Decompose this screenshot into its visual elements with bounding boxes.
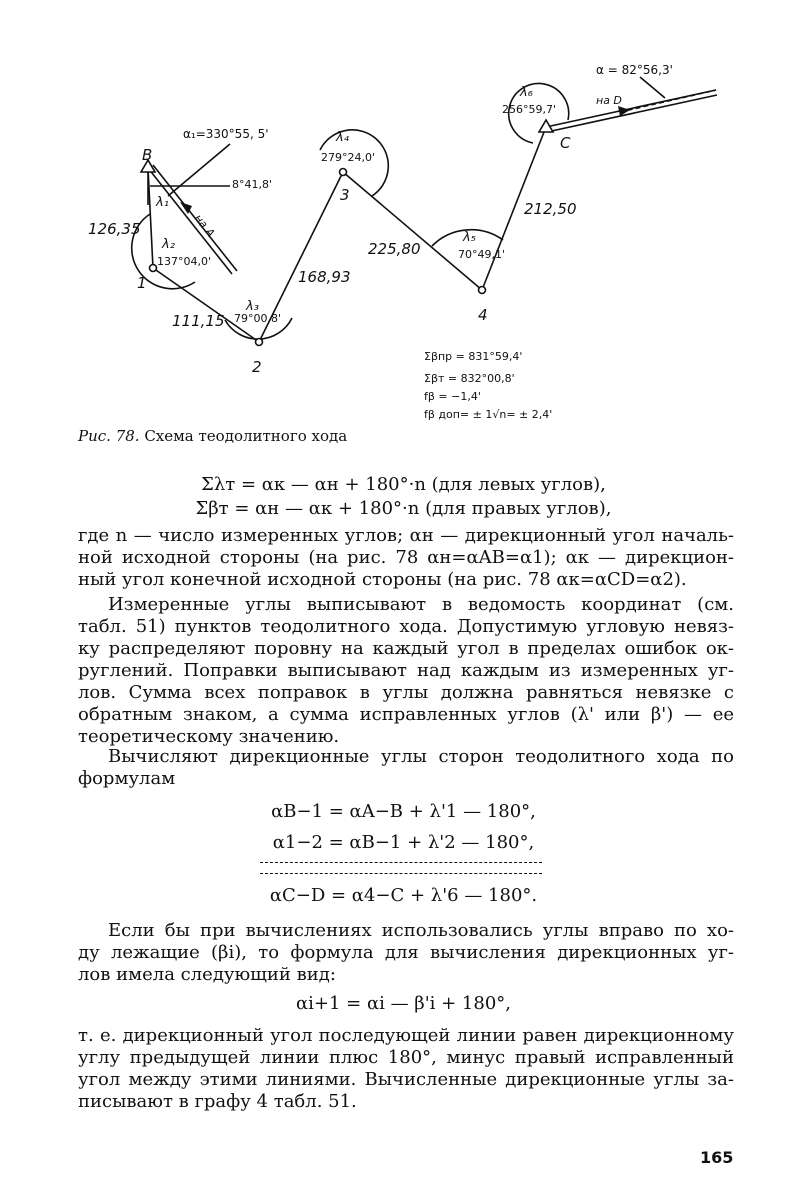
- side-label-4c: 212,50: [524, 200, 577, 218]
- angle-value-l6: 256°59,7': [502, 103, 557, 116]
- angle-label-l1: λ₁: [156, 195, 169, 210]
- text-line: Если бы при вычислениях использовались углы вправо по хо-: [108, 920, 734, 941]
- text-line: Измеренные углы выписывают в ведомость координат (см.: [108, 594, 734, 615]
- text-line: ку распределяют поровну на каждый угол в пределах ошибок ок-: [78, 638, 734, 659]
- side-label-23: 168,93: [298, 268, 351, 286]
- text-line: формулам: [78, 768, 176, 789]
- side-label-34: 225,80: [368, 240, 421, 258]
- f-beta: fβ = −1,4': [424, 390, 481, 403]
- formula-right-angles: Σβт = αн — αк + 180°·n (для правых углов),: [195, 498, 612, 519]
- text-line: лов имела следующий вид:: [78, 964, 336, 985]
- text-line: т. е. дирекционный угол последующей линии равен дирекционному: [78, 1025, 734, 1046]
- point-label-4: 4: [478, 306, 488, 324]
- point-4: [479, 287, 486, 294]
- point-label-3: 3: [340, 186, 350, 204]
- text-line: ный угол конечной исходной стороны (на рис. 78 αк=αCD=α2).: [78, 569, 687, 590]
- angle-label-l6: λ₆: [520, 85, 533, 100]
- text-line: где n — число измеренных углов; αн — дирекционный угол началь-: [78, 525, 734, 546]
- text-line: руглений. Поправки выписывают над каждым из измеренных уг-: [78, 660, 734, 681]
- side-1-2: [153, 268, 259, 342]
- text-line: ду лежащие (βi), то формула для вычисления дирекционных уг-: [78, 942, 734, 963]
- equation-right-angles: αi+1 = αi — β'i + 180°,: [295, 993, 512, 1014]
- point-label-2: 2: [252, 358, 262, 376]
- text-line: угол между этими линиями. Вычисленные дирекционные углы за-: [78, 1069, 734, 1090]
- text-line: Вычисляют дирекционные углы сторон теодолитного хода по: [108, 746, 734, 767]
- angle-value-l3: 79°00,8': [234, 312, 282, 325]
- angle-label-l4: λ₄: [336, 130, 349, 145]
- angle-label-l3: λ₃: [246, 299, 259, 314]
- caption-text: Схема теодолитного хода: [139, 427, 348, 445]
- traverse-diagram: [0, 0, 807, 440]
- angle-value-l4: 279°24,0': [321, 151, 376, 164]
- text-line: углу предыдущей линии плюс 180°, минус правый исправленный: [78, 1047, 734, 1068]
- side-label-b1: 126,35: [88, 220, 141, 238]
- na-d-label: на D: [596, 94, 622, 107]
- caption-label: Рис. 78.: [78, 427, 140, 445]
- text-line: ной исходной стороны (на рис. 78 αн=αAB=α1); αк — дирекцион-: [78, 547, 734, 568]
- equation-12: α1−2 = αB−1 + λ'2 — 180°,: [272, 832, 535, 853]
- point-label-b: B: [142, 146, 153, 164]
- angle-label-l5: λ₅: [463, 230, 476, 245]
- text-line: табл. 51) пунктов теодолитного хода. Допустимую угловую невяз-: [78, 616, 734, 637]
- text-line: лов. Сумма всех поправок в углы должна равняться невязке с: [78, 682, 734, 703]
- paragraph-3: [78, 746, 734, 790]
- point-2: [256, 339, 263, 346]
- alpha1-label: α₁=330°55, 5': [183, 127, 269, 141]
- dashed-separator: [260, 873, 542, 874]
- angle-label-l2: λ₂: [162, 237, 175, 252]
- point-label-c: C: [560, 134, 571, 152]
- side-label-12: 111,15: [172, 312, 225, 330]
- point-3: [340, 169, 347, 176]
- equation-cd: αC−D = α4−C + λ'6 — 180°.: [269, 885, 538, 906]
- formula-left-angles: Σλт = αк — αн + 180°·n (для левых углов),: [201, 474, 606, 495]
- alpha1-leader: [168, 144, 230, 196]
- text-line: писывают в графу 4 табл. 51.: [78, 1091, 357, 1112]
- alpha-end-label: α = 82°56,3': [596, 63, 673, 77]
- page-number: 165: [700, 1148, 734, 1167]
- text-line: обратным знаком, а сумма исправленных углов (λ' или β') — ее: [78, 704, 734, 725]
- angle-value-l5: 70°49,1': [458, 248, 506, 261]
- paragraph-5: [78, 1025, 734, 1113]
- equation-b1: αB−1 = αA−B + λ'1 — 180°,: [271, 801, 536, 822]
- point-label-1: 1: [137, 274, 147, 292]
- angle-small-label: 8°41,8': [232, 178, 273, 191]
- text-line: теоретическому значению.: [78, 726, 340, 747]
- point-1: [150, 265, 157, 272]
- sum-beta-t: Σβт = 832°00,8': [424, 372, 515, 385]
- na-a-label: на A: [191, 211, 218, 240]
- dashed-separator: [260, 862, 542, 863]
- paragraph-4: [78, 920, 734, 986]
- angle-value-l2: 137°04,0': [157, 255, 212, 268]
- paragraph-1: [78, 525, 734, 591]
- paragraph-2: [78, 594, 734, 748]
- f-beta-dop: fβ доп= ± 1√n= ± 2,4': [424, 408, 553, 421]
- sum-beta-pr: Σβпр = 831°59,4': [424, 350, 523, 363]
- figure-caption: [78, 427, 347, 445]
